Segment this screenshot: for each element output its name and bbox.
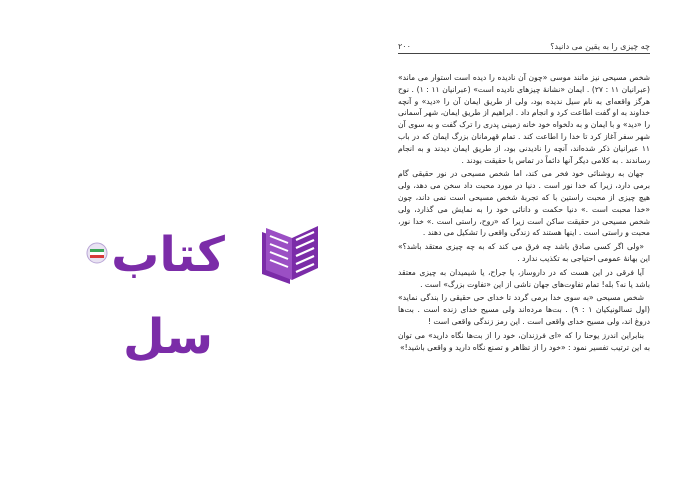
paragraph: شخص مسیحی «به سوی خدا برمی گردد تا خدای حی حقیقی را بندگی نماید» (اول تسالونیکیان ۱ : ۹) . بت‌ها مرده‌اند ولی مسیح خدای زنده است . بت‌ها دروغ اند، ولی مسیح خدای واقعی است . این رمز زندگی واقعی است ! bbox=[398, 293, 650, 326]
page-number: ۲۰۰ bbox=[398, 42, 411, 51]
paragraph: شخص مسیحی نیز مانند موسی «چون آن نادیده را دیده است استوار می ماند» (عبرانیان ۱۱ : ۲۷) . ایمان «نشانهٔ چیزهای نادیده است» (عبرانیان ۱۱ : ۱) . نوح هرگز واقعه‌ای به نام سیل ندیده بود، ولی از طریق ایمان آن را «دید» و آنچه خداوند به او گفت اطاعت کرد و انجام داد . ابراهیم از طریق ایمان، شهر آسمانی را «دید» و با ایمان و به دلخواه خود خانه زمینی پدری را ترک گفت و به سوی آن شهر سفر آغاز کرد تا خدا را اطاعت کند . تمام قهرمانان بزرگ ایمان که در باب ۱۱ عبرانیان ذکر شده‌اند، آنچه را نادیدنی بود، از طریق ایمان دیدند و به انجام رساندند . به کلامی دیگر آنها دائماً در تماس با حقیقت بودند . bbox=[398, 73, 650, 165]
open-book-icon bbox=[256, 220, 324, 290]
paragraph: آیا فرقی در این هست که در داروساز، یا جراح، یا شیمیدان به چیزی معتقد باشد یا نه؟ بله! تمام تفاوت‌های جهان ناشی از این «تفاوت بزرگ» است . bbox=[398, 267, 650, 289]
site-logo bbox=[78, 214, 324, 365]
paragraph: جهان به روشنائی خود فخر می کند، اما شخص مسیحی در نور حقیقی گام برمی دارد، زیرا که خدا نور است . دنیا در مورد محبت داد سخن می دهد، ولی هیچ چیزی از محبت راستین با که تجربهٔ شخص مسیحی است نمی داند، چون «خدا محبت است .» دنیا حکمت و دانائی خود را به نمایش می گذارد، ولی شخص مسیحی در حقیقت ساکن است زیرا که «روح، راستی است .» خدا نور، محبت و راستی است . اینها هستند که زندگی واقعی را تشکیل می دهند . bbox=[398, 169, 650, 238]
paragraph: «ولی اگر کسی صادق باشد چه فرق می کند که به چه چیزی معتقد باشد؟» این بهانهٔ عمومی احتیاجی به تکذیب ندارد . bbox=[398, 242, 650, 263]
flag-badge-icon bbox=[86, 242, 108, 264]
running-title: چه چیزی را به یقین می دانید؟ bbox=[550, 42, 650, 51]
book-page bbox=[398, 42, 650, 355]
paragraph: بنابراین اندرز یوحنا را که «ای فرزندان، خود را از بت‌ها نگاه دارید» می توان به این ترتیب تفسیر نمود : «خود را از تظاهر و تصنع نگاه دارید و واقعی باشید!» bbox=[398, 330, 650, 352]
page-body bbox=[398, 72, 650, 353]
page-header bbox=[398, 42, 650, 54]
logo-text: کتاب سل bbox=[111, 227, 225, 365]
